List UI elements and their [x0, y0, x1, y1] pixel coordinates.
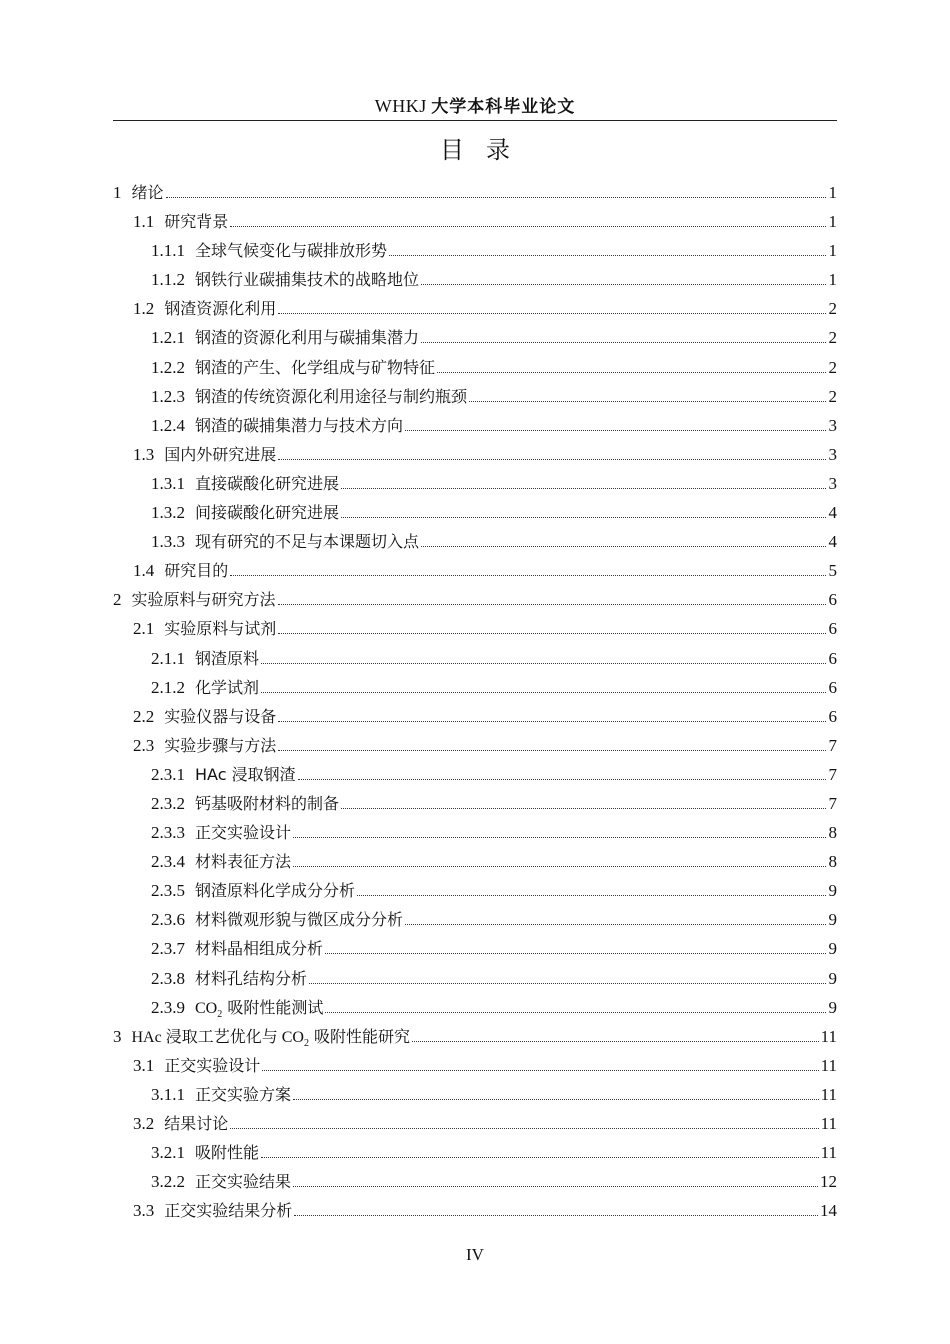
toc-entry-title-text: 钢渣的碳捕集潜力与技术方向 — [195, 415, 404, 435]
toc-entry-title — [195, 413, 403, 436]
toc-entry-title — [195, 907, 403, 930]
toc-entry-number: 1.1.2 — [151, 270, 185, 290]
toc-entry-title-text: 吸附性能测试 — [222, 997, 324, 1017]
dot-leader — [405, 430, 826, 431]
toc-entry[interactable] — [113, 1053, 837, 1082]
dot-leader — [261, 692, 826, 693]
toc-entry[interactable] — [113, 1111, 837, 1140]
toc-entry-page: 14 — [820, 1201, 837, 1221]
toc-entry-number: 1.2.3 — [151, 386, 185, 406]
toc-entry-page: 11 — [820, 1055, 837, 1075]
toc-entry[interactable] — [113, 907, 837, 936]
toc-entry-number: 3.2.1 — [151, 1143, 185, 1163]
toc-entry-title — [195, 384, 467, 407]
toc-entry-page: 9 — [828, 997, 837, 1017]
toc-entry-title — [195, 966, 307, 989]
toc-entry-title-text: 材料晶相组成分析 — [195, 939, 324, 959]
toc-entry-page: 11 — [820, 1114, 837, 1133]
toc-entry-title-prefix: CO — [195, 999, 218, 1017]
toc-entry-number: 1.3.1 — [151, 473, 185, 493]
toc-entry-number: 2.3.9 — [151, 997, 185, 1017]
toc-entry-title-text: 正交实验方案 — [195, 1084, 292, 1104]
toc-entry-subscript: 2 — [217, 1008, 223, 1020]
toc-entry-page: 7 — [828, 735, 837, 755]
toc-entry-number: 1.3.3 — [151, 532, 185, 552]
toc-entry-title-text: 化学试剂 — [195, 677, 260, 697]
dot-leader — [421, 546, 826, 547]
toc-entry-title-text: 研究目的 — [164, 561, 229, 581]
toc-entry[interactable] — [113, 820, 837, 849]
toc-entry-title-text: 正交实验设计 — [195, 823, 292, 843]
toc-entry-title-text: 实验步骤与方法 — [164, 735, 277, 755]
toc-entry-title-text: 正交实验结果分析 — [164, 1201, 293, 1221]
toc-entry[interactable] — [113, 384, 837, 413]
dot-leader — [437, 372, 826, 373]
toc-entry-title — [195, 355, 435, 378]
toc-entry[interactable] — [113, 267, 837, 296]
toc-entry-title-text: 钢铁行业碳捕集技术的战略地位 — [195, 270, 420, 290]
toc-entry-page: 7 — [828, 764, 837, 784]
toc-entry-title-text: 钢渣资源化利用 — [164, 299, 277, 319]
toc-entry-title-text: 直接碳酸化研究进展 — [195, 473, 340, 493]
toc-entry-title — [164, 558, 228, 581]
dot-leader — [278, 721, 826, 722]
toc-entry-title — [195, 936, 323, 959]
toc-entry[interactable] — [113, 325, 837, 354]
dot-leader — [293, 866, 826, 867]
toc-entry-title — [195, 849, 291, 872]
toc-entry-page: 1 — [828, 241, 837, 261]
toc-entry-number: 2.2 — [133, 706, 155, 726]
dot-leader — [293, 1186, 818, 1187]
toc-entry-page: 4 — [828, 503, 837, 523]
toc-entry-number: 3.1.1 — [151, 1084, 185, 1104]
toc-entry-number: 2.3.7 — [151, 939, 185, 959]
toc-entry[interactable] — [113, 442, 837, 471]
header-title: 大学本科毕业论文 — [431, 97, 576, 117]
page-title: 目录 — [440, 136, 532, 164]
dot-leader — [261, 1157, 819, 1158]
toc-entry-number: 2.3.3 — [151, 823, 185, 843]
dot-leader — [412, 1041, 819, 1042]
dot-leader — [421, 342, 826, 343]
toc-entry-title — [195, 529, 419, 552]
toc-entry-page: 2 — [828, 299, 837, 319]
toc-entry-page: 7 — [828, 793, 837, 813]
table-of-contents — [113, 180, 837, 1227]
dot-leader — [341, 488, 826, 489]
dot-leader — [278, 459, 826, 460]
toc-entry-number: 1.4 — [133, 561, 155, 581]
dot-leader — [341, 808, 826, 809]
dot-leader — [230, 226, 826, 227]
toc-entry-title — [164, 1198, 292, 1221]
toc-entry-page: 9 — [828, 881, 837, 901]
toc-entry[interactable] — [113, 791, 837, 820]
dot-leader — [389, 255, 826, 256]
toc-entry-title-text: 间接碳酸化研究进展 — [195, 503, 340, 523]
toc-entry-number: 1.3 — [133, 444, 155, 464]
toc-entry-title-text: HAc 浸取钢渣 — [195, 764, 296, 784]
toc-entry-page: 3 — [828, 415, 837, 435]
toc-entry[interactable] — [113, 646, 837, 675]
toc-entry[interactable] — [113, 1140, 837, 1169]
toc-entry-number: 3.2.2 — [151, 1172, 185, 1192]
toc-entry-page: 9 — [828, 939, 837, 959]
toc-entry-title — [164, 209, 228, 232]
toc-entry-title — [164, 704, 276, 727]
dot-leader — [294, 1215, 818, 1216]
toc-entry-page: 9 — [828, 968, 837, 988]
dot-leader — [325, 1012, 826, 1013]
toc-entry-title — [195, 791, 339, 814]
toc-entry-title — [195, 238, 387, 261]
toc-entry-number: 1.3.2 — [151, 503, 185, 523]
toc-entry-title-text: 绪论 — [131, 183, 164, 202]
toc-entry-page: 12 — [820, 1172, 837, 1192]
toc-entry[interactable] — [113, 878, 837, 907]
dot-leader — [262, 1070, 818, 1071]
dot-leader — [309, 983, 826, 984]
toc-entry[interactable] — [113, 1024, 837, 1053]
toc-entry-title-text: 正交实验设计 — [164, 1055, 261, 1075]
toc-entry[interactable] — [113, 733, 837, 762]
toc-entry-title-text: 钢渣的产生、化学组成与矿物特征 — [195, 357, 436, 377]
toc-entry-number: 3.1 — [133, 1055, 155, 1075]
toc-entry[interactable] — [113, 558, 837, 587]
toc-entry[interactable] — [113, 1169, 837, 1198]
toc-entry-title-text: 研究背景 — [164, 212, 229, 232]
toc-entry-page: 9 — [828, 910, 837, 930]
toc-entry-title-text: 实验仪器与设备 — [164, 706, 277, 726]
toc-entry-title — [195, 995, 323, 1020]
toc-entry-page: 2 — [828, 386, 837, 406]
toc-entry-title — [164, 296, 276, 319]
toc-entry-page: 6 — [828, 706, 837, 726]
toc-entry-page: 5 — [828, 561, 837, 581]
toc-entry[interactable] — [113, 936, 837, 965]
toc-entry-title — [195, 646, 259, 669]
toc-entry[interactable] — [113, 355, 837, 384]
toc-entry-number: 2.1.2 — [151, 677, 185, 697]
toc-entry-page: 11 — [820, 1143, 837, 1163]
toc-entry[interactable] — [113, 413, 837, 442]
toc-entry-number: 1.2.1 — [151, 328, 185, 348]
toc-entry-number: 2.3.6 — [151, 910, 185, 930]
dot-leader — [230, 575, 826, 576]
header-abbr: WHKJ — [374, 96, 427, 116]
toc-entry-title — [132, 1024, 411, 1049]
toc-entry-number: 2.3.5 — [151, 881, 185, 901]
toc-entry[interactable] — [113, 762, 837, 791]
dot-leader — [278, 313, 826, 314]
toc-entry-title-text: 正交实验结果 — [195, 1172, 292, 1192]
toc-entry-title — [195, 325, 419, 348]
toc-entry-number: 3 — [113, 1026, 122, 1046]
toc-entry-number: 2.3.1 — [151, 764, 185, 784]
toc-entry[interactable] — [113, 849, 837, 878]
toc-entry-number: 1 — [113, 183, 122, 202]
toc-entry-title-text: 实验原料与研究方法 — [131, 590, 276, 610]
toc-entry[interactable] — [113, 1082, 837, 1111]
toc-entry[interactable] — [113, 500, 837, 529]
toc-entry-number: 1.2.2 — [151, 357, 185, 377]
toc-entry-title-text: 国内外研究进展 — [164, 444, 277, 464]
toc-entry-number: 3.2 — [133, 1114, 155, 1133]
toc-entry-title — [164, 1053, 260, 1076]
toc-entry-title — [195, 820, 291, 843]
toc-entry-title — [195, 675, 259, 698]
dot-leader — [421, 284, 826, 285]
toc-entry-title — [195, 471, 339, 494]
toc-entry-page: 3 — [828, 444, 837, 464]
dot-leader — [341, 517, 826, 518]
toc-entry-title — [132, 180, 164, 203]
toc-entry-title-text: 钢渣原料 — [195, 648, 260, 668]
toc-entry-number: 2.3.8 — [151, 968, 185, 988]
toc-entry-title-text: 吸附性能 — [195, 1143, 260, 1163]
toc-entry-page: 1 — [828, 212, 837, 232]
toc-entry-title-text: 结果讨论 — [164, 1114, 229, 1133]
toc-entry-page: 6 — [828, 677, 837, 697]
toc-entry-title-text: 材料微观形貌与微区成分分析 — [195, 910, 404, 930]
dot-leader — [166, 197, 826, 198]
toc-entry-page: 1 — [828, 183, 837, 202]
toc-entry-page: 8 — [828, 852, 837, 872]
dot-leader — [298, 779, 826, 780]
toc-entry-title — [195, 762, 296, 785]
toc-entry-title — [195, 267, 419, 290]
toc-entry-number: 2 — [113, 590, 122, 610]
toc-entry-number: 1.1 — [133, 212, 155, 232]
toc-entry-title-prefix: HAc 浸取工艺优化与 CO — [131, 1028, 304, 1046]
toc-entry[interactable] — [113, 587, 837, 616]
toc-entry-title-text: 材料表征方法 — [195, 852, 292, 872]
toc-entry[interactable] — [113, 616, 837, 645]
toc-entry-number: 1.2.4 — [151, 415, 185, 435]
toc-entry-number: 2.3.4 — [151, 852, 185, 872]
toc-entry-title-text: 实验原料与试剂 — [164, 619, 277, 639]
toc-entry-page: 1 — [828, 270, 837, 290]
toc-entry-page: 6 — [828, 648, 837, 668]
toc-entry-page: 8 — [828, 823, 837, 843]
toc-entry[interactable] — [113, 471, 837, 500]
dot-leader — [278, 750, 826, 751]
dot-leader — [293, 1099, 819, 1100]
toc-entry-title — [195, 1082, 291, 1105]
toc-entry-title-text: 吸附性能研究 — [308, 1026, 411, 1046]
toc-entry-title — [132, 587, 276, 610]
toc-entry-title — [164, 1111, 228, 1134]
toc-entry[interactable] — [113, 296, 837, 325]
toc-entry[interactable] — [113, 209, 837, 238]
page-header — [113, 92, 837, 121]
toc-entry-number: 2.1.1 — [151, 648, 185, 668]
toc-entry-number: 2.3.2 — [151, 793, 185, 813]
dot-leader — [325, 953, 826, 954]
toc-entry-page: 11 — [820, 1084, 837, 1104]
toc-entry-subscript: 2 — [303, 1037, 309, 1049]
toc-entry-title-text: 全球气候变化与碳排放形势 — [195, 241, 388, 261]
toc-entry-title — [164, 733, 276, 756]
toc-entry-title — [164, 616, 276, 639]
toc-entry[interactable] — [113, 180, 837, 209]
toc-entry-title-text: 钢渣原料化学成分分析 — [195, 881, 356, 901]
toc-entry[interactable] — [113, 238, 837, 267]
dot-leader — [469, 401, 826, 402]
toc-entry[interactable] — [113, 529, 837, 558]
toc-entry-title-text: 现有研究的不足与本课题切入点 — [195, 532, 420, 552]
toc-entry-title — [164, 442, 276, 465]
toc-entry-title-text: 钢渣的资源化利用与碳捕集潜力 — [195, 328, 420, 348]
toc-entry-page: 6 — [828, 590, 837, 610]
dot-leader — [278, 633, 826, 634]
toc-entry-title — [195, 1169, 291, 1192]
toc-entry-page: 2 — [828, 328, 837, 348]
toc-entry-title — [195, 878, 355, 901]
toc-entry[interactable] — [113, 1198, 837, 1227]
toc-entry-title-text: 材料孔结构分析 — [195, 968, 308, 988]
toc-entry[interactable] — [113, 966, 837, 995]
toc-entry-number: 2.3 — [133, 735, 155, 755]
toc-entry-number: 1.1.1 — [151, 241, 185, 261]
toc-entry-page: 3 — [828, 473, 837, 493]
toc-entry[interactable] — [113, 704, 837, 733]
toc-entry-page: 11 — [820, 1026, 837, 1046]
toc-entry-title — [195, 500, 339, 523]
dot-leader — [278, 604, 826, 605]
toc-entry-title-text: 钢渣的传统资源化利用途径与制约瓶颈 — [195, 386, 468, 406]
dot-leader — [261, 663, 826, 664]
toc-entry[interactable] — [113, 995, 837, 1024]
dot-leader — [405, 924, 826, 925]
toc-entry-number: 2.1 — [133, 619, 155, 639]
toc-entry-page: 4 — [828, 532, 837, 552]
toc-entry-title-text: 钙基吸附材料的制备 — [195, 793, 340, 813]
page-number: IV — [466, 1245, 484, 1264]
toc-entry-page: 6 — [828, 619, 837, 639]
dot-leader — [357, 895, 826, 896]
dot-leader — [230, 1128, 818, 1129]
toc-entry-number: 1.2 — [133, 299, 155, 319]
toc-entry-title — [195, 1140, 259, 1163]
toc-entry[interactable] — [113, 675, 837, 704]
toc-entry-page: 2 — [828, 357, 837, 377]
toc-entry-number: 3.3 — [133, 1201, 155, 1221]
dot-leader — [293, 837, 826, 838]
